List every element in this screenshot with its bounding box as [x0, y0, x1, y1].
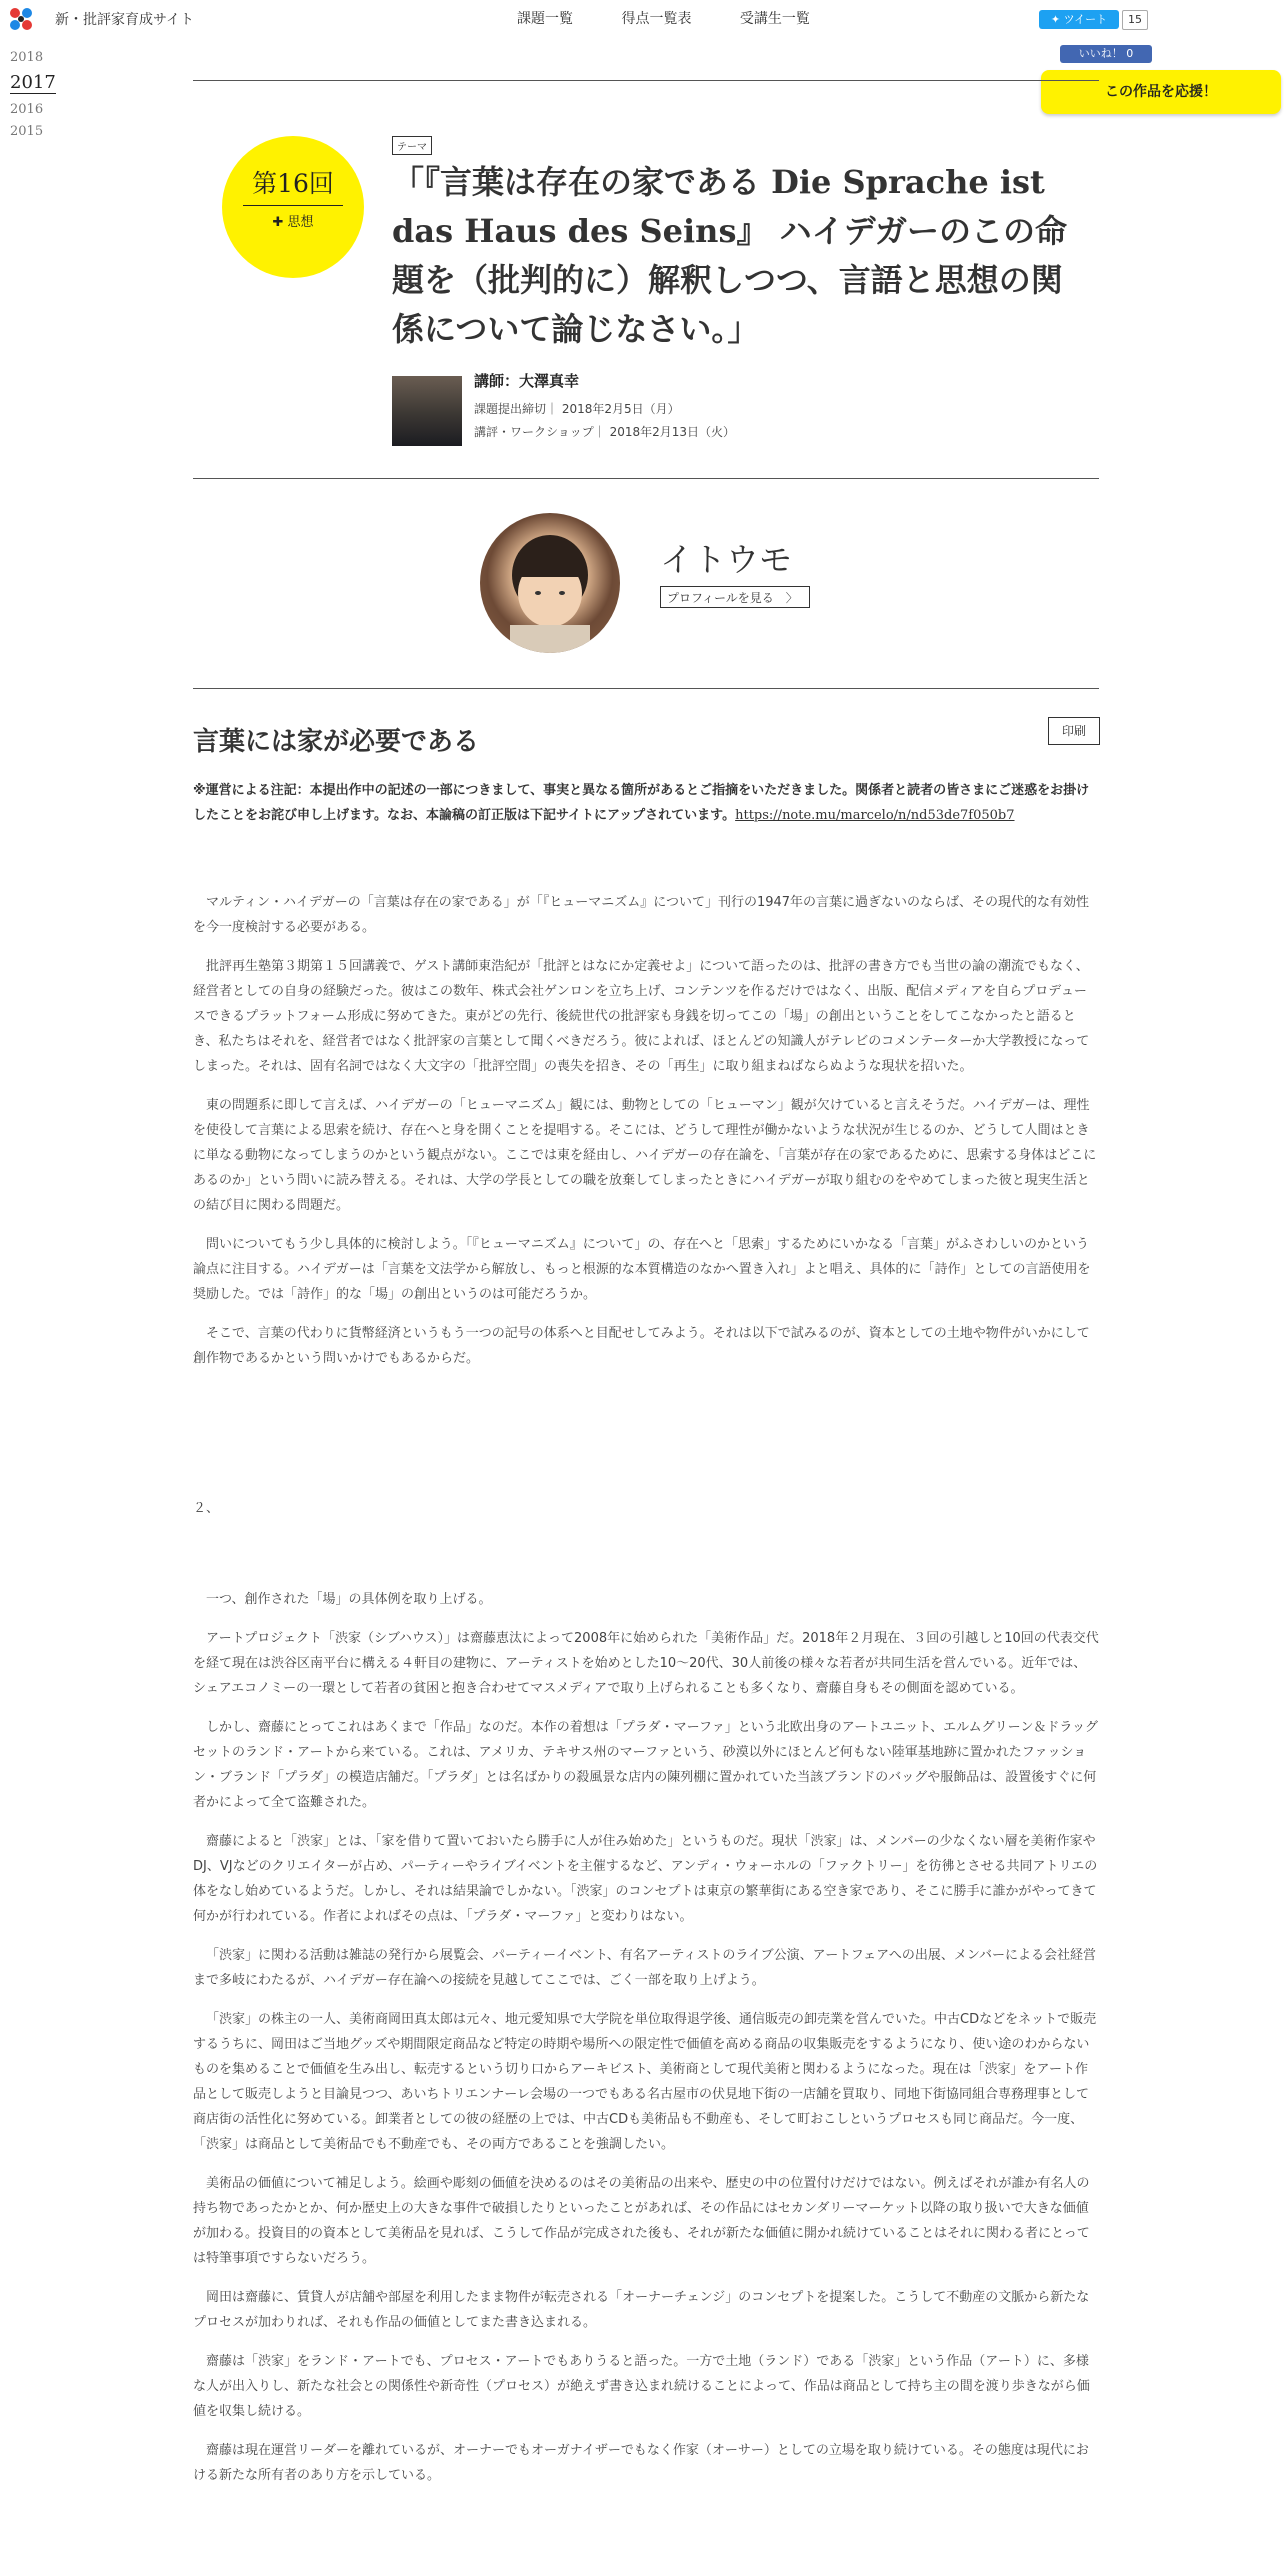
bird-icon: ✦ — [1050, 13, 1061, 26]
nav-scores[interactable]: 得点一覧表 — [621, 11, 692, 27]
divider — [193, 688, 1099, 689]
essay-title: 言葉には家が必要である — [193, 727, 480, 757]
paragraph: 批評再生塾第３期第１５回講義で、ゲスト講師東浩紀が「批評とはなにか定義せよ」について語ったのは、批評の書き方でも当世の論の潮流でもなく、経営者としての自身の経験だった。彼はこの数年、株式会社ゲンロンを立ち上げ、コンテンツを作るだけではなく、出版、配信メディアを自らプロデュースできるプラットフォーム形成に努めてきた。東がどの先行、後続世代の批評家も身銭を切ってこの「場」の創出ということをしてこなかったと語るとき、私たちはそれを、経営者ではなく批評家の言葉として聞くべきだろう。彼によれば、ほとんどの知識人がテレビのコメンテーターか大学教授になってしまった。それは、固有名詞ではなく大文字の「批評空間」の喪失を招き、その「再生」に取り組まねばならぬような現状を招いた。 — [193, 959, 1090, 1074]
nav-students[interactable]: 受講生一覧 — [739, 11, 810, 27]
paragraph: そこで、言葉の代わりに貨幣経済というもう一つの記号の体系へと目配せしてみよう。それは以下で試みるのが、資本としての土地や物件がいかにして創作物であるかという問いかけでもあるからだ。 — [193, 1326, 1090, 1366]
assignment-theme — [222, 211, 364, 230]
top-bar — [0, 0, 1284, 36]
paragraph: 岡田は齋藤に、賃貸人が店舗や部屋を利用したまま物件が転売される「オーナーチェンジ」のコンセプトを提案した。こうして不動産の文脈から新たなプロセスが加わりれば、それも作品の価値としてまた書き込まれる。 — [193, 2290, 1090, 2330]
site-title[interactable]: 新・批評家育成サイト — [55, 12, 195, 28]
divider — [193, 80, 1099, 81]
paragraph: 齋藤は「渋家」をランド・アートでも、プロセス・アートでもありうると語った。一方で土地（ランド）である「渋家」という作品（アート）に、多様な人が出入りし、新たな社会との関係性や新奇性（プロセス）が絶えず書き込まれ続けることによって、作品は商品として持ち主の間を渡り歩きながら価値を収集し続ける。 — [193, 2354, 1090, 2419]
child-portrait-icon — [480, 513, 620, 653]
paragraph: 齋藤は現在運営リーダーを離れているが、オーナーでもオーガナイザーでもなく作家（オーサー）としての立場を取り続けている。その態度は現代における新たな所有者のあり方を示している。 — [193, 2443, 1089, 2483]
site-logo-icon[interactable] — [8, 6, 34, 32]
support-button[interactable]: この作品を応援！ — [1041, 70, 1281, 114]
paragraph: アートプロジェクト「渋家（シブハウス）」は齋藤恵汰によって2008年に始められた「美術作品」だ。2018年２月現在、３回の引越しと10回の代表交代を経て現在は渋谷区南平台に構える４軒目の建物に、アーティストを始めとした10〜20代、30人前後の様々な若者が共同生活を営んでいる。近年では、シェアエコノミーの一環として若者の貧困と抱き合わせてマスメディアで取り上げられることも多くなり、齋藤自身もその側面を認めている。 — [193, 1631, 1099, 1696]
paragraph: 東の問題系に即して言えば、ハイデガーの「ヒューマニズム」観には、動物としての「ヒューマン」観が欠けていると言えそうだ。ハイデガーは、理性を使役して言葉による思索を続け、存在へと身を開くことを提唱する。そこには、どうして理性が働かないような状況が生じるのか、どうして人間はときに単なる動物になってしまうのかという観点がない。ここでは東を経由し、ハイデガーの存在論を、「言葉が存在の家であるために、思索する身体はどこにあるのか」という問いに読み替える。それは、大学の学長としての職を放棄してしまったときにハイデガーが取り組むのをやめてしまった彼と現実生活との結び目に関わる問題だ。 — [193, 1098, 1097, 1213]
theme-tag: テーマ — [392, 136, 432, 155]
lecturer-name: 講師：大澤真幸 — [474, 372, 580, 390]
assignment-title: 「『言葉は存在の家である Die Sprache ist das Haus des Seins』 ハイデガーのこの命題を（批判的に）解釈しつつ、言語と思想の関係について論じなさい。」 — [392, 163, 1067, 348]
essay-section-2 — [193, 1587, 1099, 2502]
assignment-number: 第16回 — [252, 169, 334, 198]
main-nav — [517, 8, 854, 28]
student-avatar[interactable] — [480, 513, 620, 653]
student-name: イトウモ — [660, 540, 792, 579]
section-number: ２、 — [193, 1501, 220, 1516]
paragraph: 「渋家」に関わる活動は雑誌の発行から展覧会、パーティーイベント、有名アーティストのライブ公演、アートフェアへの出展、メンバーによる会社経営まで多岐にわたるが、ハイデガー存在論への接続を見越してここでは、ごく一部を取り上げよう。 — [193, 1948, 1096, 1988]
notice-link[interactable]: https://note.mu/marcelo/n/nd53de7f050b7 — [735, 808, 1015, 823]
lecturer-photo — [392, 376, 462, 446]
year-2016[interactable]: 2016 — [10, 102, 44, 117]
deadline-date: 課題提出締切｜ 2018年2月5日（月） — [474, 402, 680, 416]
facebook-like-button[interactable]: いいね！ 0 — [1060, 45, 1152, 63]
paragraph: しかし、齋藤にとってこれはあくまで「作品」なのだ。本作の着想は「プラダ・マーファ」という北欧出身のアートユニット、エルムグリーン＆ドラッグセットのランド・アートから来ている。これは、アメリカ、テキサス州のマーファという、砂漠以外にほとんど何もない陸軍基地跡に置かれたファッション・ブランド「プラダ」の模造店舗だ。「プラダ」とは名ばかりの殺風景な店内の陳列棚に置かれていた当該ブランドのバッグや服飾品は、設置後すぐに何者かによって全て盗難された。 — [193, 1720, 1099, 1810]
print-button[interactable]: 印刷 — [1048, 717, 1100, 745]
assignment-badge — [222, 136, 364, 278]
year-2018[interactable]: 2018 — [10, 50, 44, 65]
tweet-button[interactable] — [1039, 10, 1119, 29]
tweet-count: 15 — [1122, 10, 1148, 30]
theme-label: 思想 — [287, 215, 314, 230]
paragraph: 齋藤によると「渋家」とは、「家を借りて置いておいたら勝手に人が住み始めた」というものだ。現状「渋家」は、メンバーの少なくない層を美術作家やDJ、VJなどのクリエイターが占め、パーティーやライブイベントを主催するなど、アンディ・ウォーホルの「ファクトリー」を彷彿とさせる共同アトリエの体をなし始めているようだ。しかし、それは結果論でしかない。「渋家」のコンセプトは東京の繁華街にある空き家であり、そこに勝手に誰かがやってきて何かが行われている。作者によればその点は、「プラダ・マーファ」と変わりはない。 — [193, 1834, 1098, 1924]
paragraph: 問いについてもう少し具体的に検討しよう。「『ヒューマニズム』について」の、存在へと「思索」するためにいかなる「言葉」がふさわしいのかという論点に注目する。ハイデガーは「言葉を文法学から解放し、もっと根源的な本質構造のなかへ置き入れ」よと唱え、具体的に「詩作」としての言語使用を奨励した。では「詩作」的な「場」の創出というのは可能だろうか。 — [193, 1237, 1091, 1302]
editor-notice — [193, 778, 1099, 828]
year-2015[interactable]: 2015 — [10, 124, 44, 139]
tweet-label: ツイート — [1063, 13, 1108, 26]
paragraph: 「渋家」の株主の一人、美術商岡田真太郎は元々、地元愛知県で大学院を単位取得退学後、通信販売の卸売業を営んでいた。中古CDなどをネットで販売するうちに、岡田はご当地グッズや期間限定商品など特定の時期や場所への限定性で価値を高める商品の収集販売をするようになり、使い途のわからないものを集めることで価値を生み出し、転売するという切り口からアーキビスト、美術商として現代美術と関わるようになった。現在は「渋家」をアート作品として販売しようと目論見つつ、あいちトリエンナーレ会場の一つでもある名古屋市の伏見地下街の一店舗を買取り、同地下街協同組合専務理事として商店街の活性化に努めている。卸業者としての彼の経歴の上では、中古CDも美術品も不動産も、そして町おこしというプロセスも同じ商品だ。今一度、「渋家」は商品として美術品でも不動産でも、その両方であることを強調したい。 — [193, 2012, 1097, 2152]
paragraph: 美術品の価値について補足しよう。絵画や彫刻の価値を決めるのはその美術品の出来や、歴史の中の位置付けだけではない。例えばそれが誰か有名人の持ち物であったかとか、何か歴史上の大きな事件で破損したりといったことがあれば、その作品にはセカンダリーマーケット以降の取り扱いで大きな価値が加わる。投資目的の資本として美術品を見れば、こうして作品が完成された後も、それが新たな価値に開かれ続けていることはそれに関わる者にとっては特筆事項ですらないだろう。 — [193, 2176, 1090, 2266]
nav-assignments[interactable]: 課題一覧 — [517, 11, 573, 27]
paragraph: 一つ、創作された「場」の具体例を取り上げる。 — [206, 1592, 492, 1607]
year-sidebar — [10, 50, 56, 146]
badge-divider — [243, 205, 343, 206]
year-2017[interactable]: 2017 — [10, 72, 56, 93]
theme-icon: ✚ — [272, 215, 284, 230]
notice-text: ※運営による注記：本提出作中の記述の一部につきまして、事実と異なる箇所があるとご指摘をいただきました。関係者と読者の皆さまにご迷惑をお掛けしたことをお詫び申し上げます。なお、本論稿の訂正版は下記サイトにアップされています。 — [193, 783, 1090, 823]
profile-button[interactable]: プロフィールを見る 〉 — [660, 586, 810, 608]
divider — [193, 478, 1099, 479]
paragraph: マルティン・ハイデガーの「言葉は存在の家である」が「『ヒューマニズム』について」刊行の1947年の言葉に過ぎないのならば、その現代的な有効性を今一度検討する必要がある。 — [193, 895, 1090, 935]
essay-section-1 — [193, 890, 1099, 1385]
workshop-date: 講評・ワークショップ｜ 2018年2月13日（火） — [474, 425, 736, 439]
